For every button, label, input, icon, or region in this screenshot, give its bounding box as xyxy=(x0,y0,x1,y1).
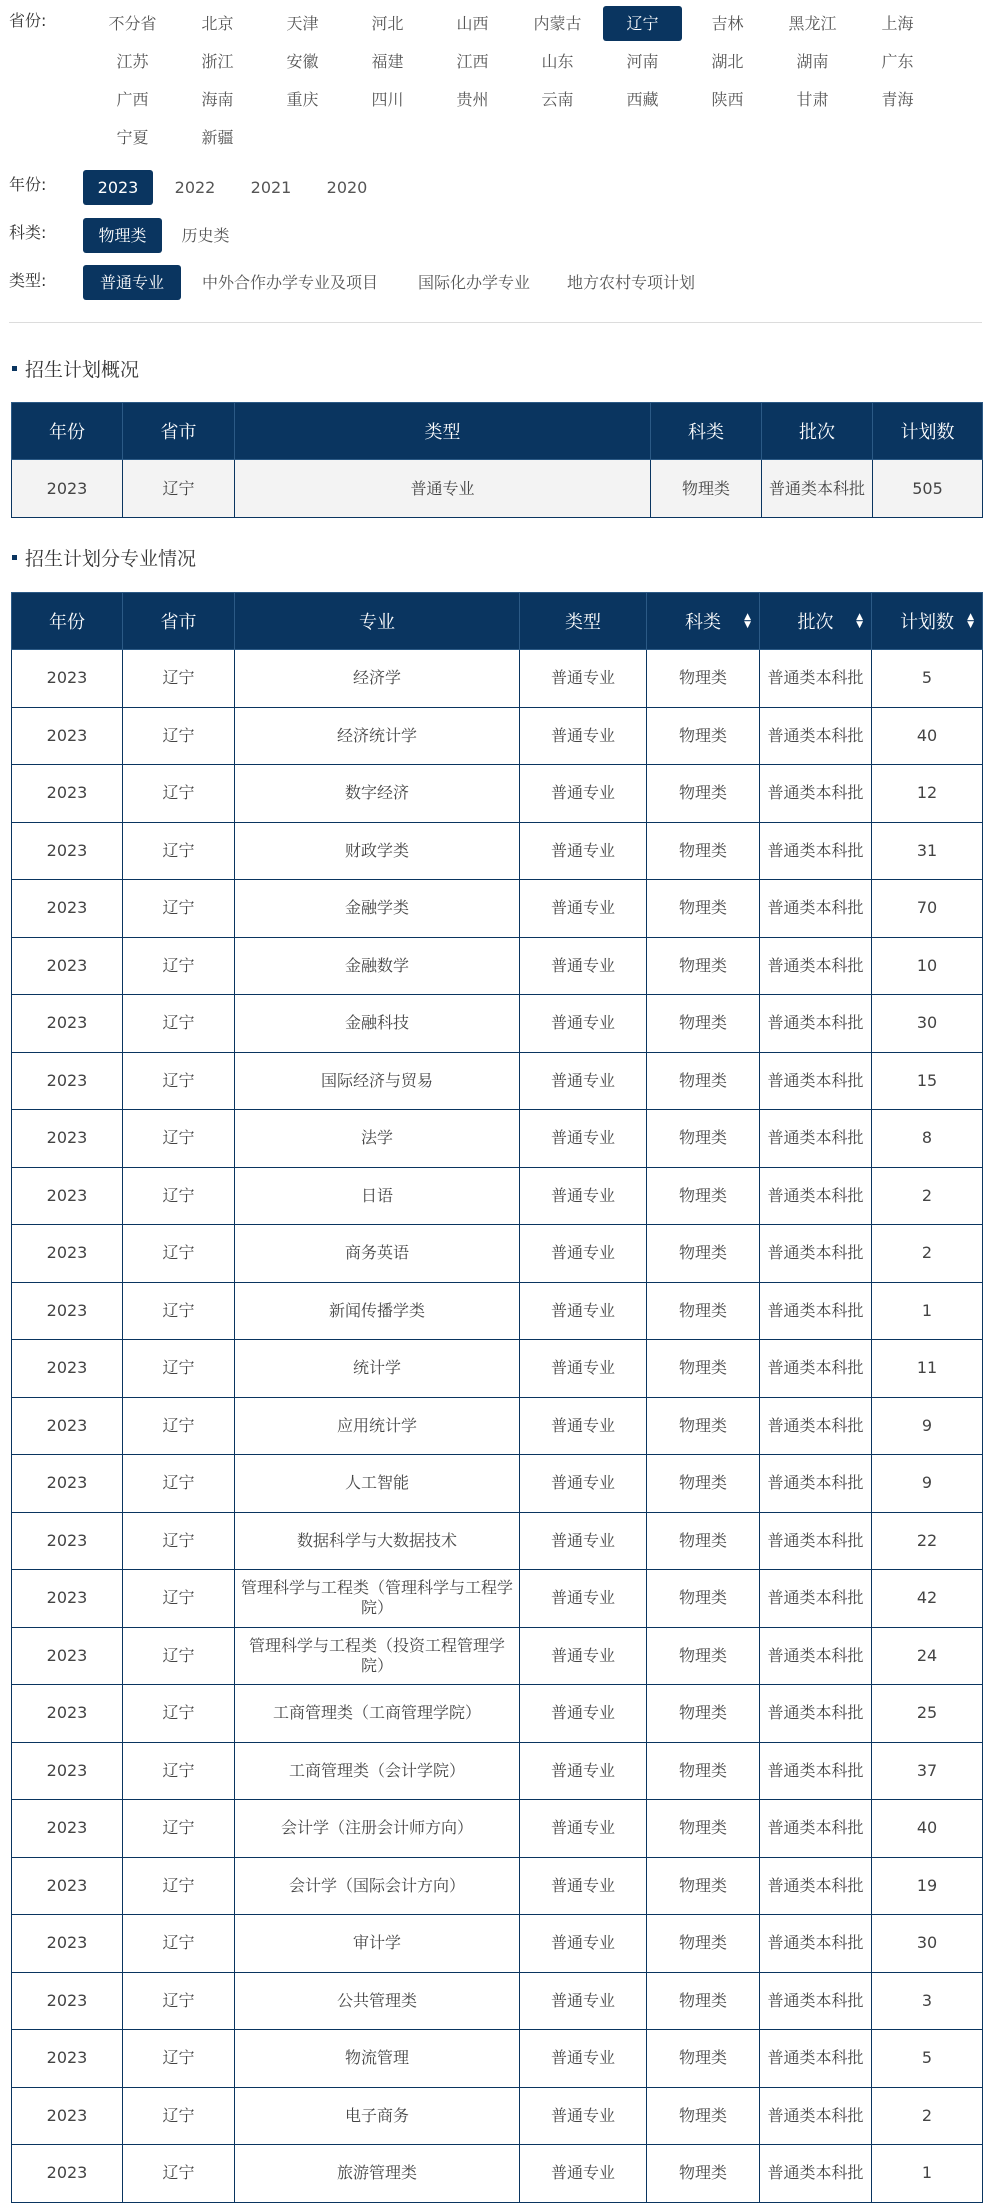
table-cell: 普通类本科批 xyxy=(760,1857,872,1915)
table-cell: 2023 xyxy=(12,2087,123,2145)
majors-header-6[interactable]: 计划数 ▲ ▼ xyxy=(872,593,983,650)
table-cell: 普通类本科批 xyxy=(760,1570,872,1628)
table-cell: 24 xyxy=(872,1627,983,1685)
province-option-18[interactable]: 湖南 xyxy=(796,52,829,71)
table-cell: 2023 xyxy=(12,650,123,708)
overview-header-2: 类型 xyxy=(235,403,651,460)
table-cell: 30 xyxy=(872,995,983,1053)
sort-icon[interactable]: ▲ ▼ xyxy=(744,612,751,630)
table-cell: 2023 xyxy=(12,1915,123,1973)
table-cell: 42 xyxy=(872,1570,983,1628)
table-cell: 普通类本科批 xyxy=(760,1915,872,1973)
province-option-1[interactable]: 北京 xyxy=(201,14,234,33)
table-cell: 物理类 xyxy=(647,1052,760,1110)
table-row xyxy=(12,937,983,995)
table-row xyxy=(12,822,983,880)
table-cell: 普通专业 xyxy=(520,1282,647,1340)
province-option-22[interactable]: 重庆 xyxy=(286,90,319,109)
table-cell: 2 xyxy=(872,2087,983,2145)
table-cell: 会计学（国际会计方向） xyxy=(235,1857,520,1915)
table-cell: 辽宁 xyxy=(123,1915,235,1973)
type-option-2[interactable]: 国际化办学专业 xyxy=(417,273,530,292)
table-cell: 辽宁 xyxy=(123,1340,235,1398)
table-cell: 2023 xyxy=(12,880,123,938)
table-cell: 普通类本科批 xyxy=(760,1052,872,1110)
table-cell: 辽宁 xyxy=(123,2087,235,2145)
table-cell: 物理类 xyxy=(647,1742,760,1800)
table-cell: 普通类本科批 xyxy=(760,1800,872,1858)
table-cell: 普通专业 xyxy=(520,1857,647,1915)
table-cell: 辽宁 xyxy=(123,765,235,823)
province-option-16[interactable]: 河南 xyxy=(626,52,659,71)
table-cell: 普通类本科批 xyxy=(760,2087,872,2145)
table-cell: 普通专业 xyxy=(520,1052,647,1110)
table-cell: 2023 xyxy=(12,1570,123,1628)
table-row xyxy=(12,1340,983,1398)
table-row xyxy=(12,1800,983,1858)
table-cell: 2023 xyxy=(12,460,123,518)
table-cell: 22 xyxy=(872,1512,983,1570)
table-cell: 2023 xyxy=(12,1800,123,1858)
table-cell: 普通专业 xyxy=(520,1800,647,1858)
table-cell: 管理科学与工程类（投资工程管理学院） xyxy=(235,1627,520,1685)
province-option-4[interactable]: 山西 xyxy=(456,14,489,33)
table-cell: 普通类本科批 xyxy=(760,2030,872,2088)
sort-icon[interactable]: ▲ ▼ xyxy=(967,612,974,630)
table-cell: 9 xyxy=(872,1455,983,1513)
table-cell: 法学 xyxy=(235,1110,520,1168)
table-row xyxy=(12,1167,983,1225)
table-cell: 工商管理类（会计学院） xyxy=(235,1742,520,1800)
majors-header-2: 专业 xyxy=(235,593,520,650)
type-option-0[interactable]: 普通专业 xyxy=(83,265,181,300)
sort-icon[interactable]: ▲ ▼ xyxy=(856,612,863,630)
table-cell: 普通类本科批 xyxy=(762,460,873,518)
table-cell: 普通专业 xyxy=(520,1167,647,1225)
table-cell: 2023 xyxy=(12,1627,123,1685)
type-option-1[interactable]: 中外合作办学专业及项目 xyxy=(201,273,378,292)
table-row xyxy=(12,765,983,823)
table-cell: 物理类 xyxy=(647,822,760,880)
table-cell: 10 xyxy=(872,937,983,995)
table-cell: 2023 xyxy=(12,707,123,765)
table-cell: 普通专业 xyxy=(520,822,647,880)
province-option-28[interactable]: 甘肃 xyxy=(796,90,829,109)
table-cell: 普通类本科批 xyxy=(760,1397,872,1455)
type-filter-label: 类型: xyxy=(9,271,47,290)
majors-header-0: 年份 xyxy=(12,593,123,650)
table-cell: 8 xyxy=(872,1110,983,1168)
table-cell: 经济学 xyxy=(235,650,520,708)
table-cell: 辽宁 xyxy=(123,707,235,765)
table-cell: 2023 xyxy=(12,1455,123,1513)
majors-header-5[interactable]: 批次 ▲ ▼ xyxy=(760,593,872,650)
table-row xyxy=(12,1972,983,2030)
table-cell: 2 xyxy=(872,1167,983,1225)
table-cell: 普通类本科批 xyxy=(760,1110,872,1168)
province-option-5[interactable]: 内蒙古 xyxy=(533,14,582,33)
province-option-29[interactable]: 青海 xyxy=(881,90,914,109)
table-cell: 5 xyxy=(872,2030,983,2088)
table-row xyxy=(12,1397,983,1455)
overview-table xyxy=(11,402,983,518)
table-cell: 物理类 xyxy=(647,1110,760,1168)
table-cell: 普通类本科批 xyxy=(760,1742,872,1800)
table-cell: 辽宁 xyxy=(123,650,235,708)
table-cell: 普通专业 xyxy=(520,1972,647,2030)
table-cell: 2023 xyxy=(12,1857,123,1915)
table-row xyxy=(12,1742,983,1800)
table-cell: 普通类本科批 xyxy=(760,822,872,880)
table-cell: 25 xyxy=(872,1685,983,1743)
table-cell: 物理类 xyxy=(647,1570,760,1628)
table-cell: 普通专业 xyxy=(520,1110,647,1168)
table-cell: 普通专业 xyxy=(520,1340,647,1398)
table-cell: 普通专业 xyxy=(520,2030,647,2088)
table-cell: 普通专业 xyxy=(520,1627,647,1685)
province-option-8[interactable]: 黑龙江 xyxy=(788,14,837,33)
province-option-6[interactable]: 辽宁 xyxy=(603,6,682,41)
province-option-11[interactable]: 浙江 xyxy=(201,52,234,71)
province-option-3[interactable]: 河北 xyxy=(371,14,404,33)
table-cell: 普通专业 xyxy=(235,460,651,518)
table-cell: 37 xyxy=(872,1742,983,1800)
table-cell: 物理类 xyxy=(647,650,760,708)
table-cell: 2023 xyxy=(12,2030,123,2088)
table-row xyxy=(12,1512,983,1570)
table-cell: 辽宁 xyxy=(123,460,235,518)
table-cell: 普通专业 xyxy=(520,1570,647,1628)
table-cell: 普通专业 xyxy=(520,880,647,938)
table-cell: 辽宁 xyxy=(123,1455,235,1513)
table-cell: 15 xyxy=(872,1052,983,1110)
table-cell: 普通类本科批 xyxy=(760,1512,872,1570)
year-option-3[interactable]: 2020 xyxy=(326,178,368,197)
table-row xyxy=(12,1857,983,1915)
table-cell: 普通专业 xyxy=(520,995,647,1053)
table-cell: 普通类本科批 xyxy=(760,937,872,995)
table-cell: 普通类本科批 xyxy=(760,1340,872,1398)
table-cell: 辽宁 xyxy=(123,1225,235,1283)
table-cell: 普通专业 xyxy=(520,1512,647,1570)
table-cell: 数据科学与大数据技术 xyxy=(235,1512,520,1570)
table-cell: 2023 xyxy=(12,822,123,880)
table-cell: 金融学类 xyxy=(235,880,520,938)
overview-header-3: 科类 xyxy=(651,403,762,460)
table-cell: 普通专业 xyxy=(520,707,647,765)
table-cell: 物理类 xyxy=(647,1800,760,1858)
table-cell: 普通专业 xyxy=(520,2087,647,2145)
table-cell: 2023 xyxy=(12,1512,123,1570)
table-cell: 辽宁 xyxy=(123,1570,235,1628)
table-cell: 物流管理 xyxy=(235,2030,520,2088)
table-cell: 辽宁 xyxy=(123,1397,235,1455)
table-cell: 物理类 xyxy=(647,1627,760,1685)
majors-table xyxy=(11,592,983,2203)
province-option-19[interactable]: 广东 xyxy=(881,52,914,71)
table-cell: 2023 xyxy=(12,937,123,995)
table-cell: 2023 xyxy=(12,1167,123,1225)
table-cell: 辽宁 xyxy=(123,880,235,938)
table-row xyxy=(12,2087,983,2145)
province-option-30[interactable]: 宁夏 xyxy=(116,128,149,147)
table-cell: 物理类 xyxy=(647,1282,760,1340)
table-cell: 辽宁 xyxy=(123,1742,235,1800)
table-cell: 普通专业 xyxy=(520,1225,647,1283)
province-option-12[interactable]: 安徽 xyxy=(286,52,319,71)
table-cell: 商务英语 xyxy=(235,1225,520,1283)
table-cell: 普通类本科批 xyxy=(760,1167,872,1225)
section-marker-icon xyxy=(12,366,17,371)
table-cell: 金融科技 xyxy=(235,995,520,1053)
table-cell: 金融数学 xyxy=(235,937,520,995)
table-row xyxy=(12,1455,983,1513)
province-option-20[interactable]: 广西 xyxy=(116,90,149,109)
table-cell: 辽宁 xyxy=(123,1282,235,1340)
table-cell: 物理类 xyxy=(647,1915,760,1973)
table-row xyxy=(12,707,983,765)
table-cell: 物理类 xyxy=(647,1455,760,1513)
table-cell: 2023 xyxy=(12,1110,123,1168)
table-row xyxy=(12,2145,983,2203)
table-cell: 普通类本科批 xyxy=(760,1685,872,1743)
table-cell: 普通专业 xyxy=(520,1742,647,1800)
table-cell: 新闻传播学类 xyxy=(235,1282,520,1340)
table-cell: 5 xyxy=(872,650,983,708)
table-cell: 人工智能 xyxy=(235,1455,520,1513)
section-marker-icon xyxy=(12,555,17,560)
table-cell: 物理类 xyxy=(647,2030,760,2088)
province-option-10[interactable]: 江苏 xyxy=(116,52,149,71)
table-row xyxy=(12,1627,983,1685)
table-cell: 审计学 xyxy=(235,1915,520,1973)
table-cell: 辽宁 xyxy=(123,1512,235,1570)
table-cell: 物理类 xyxy=(651,460,762,518)
table-row xyxy=(12,1685,983,1743)
table-row xyxy=(12,1282,983,1340)
majors-header-1: 省市 xyxy=(123,593,235,650)
table-cell: 19 xyxy=(872,1857,983,1915)
province-option-26[interactable]: 西藏 xyxy=(626,90,659,109)
table-cell: 普通类本科批 xyxy=(760,707,872,765)
overview-header-5: 计划数 xyxy=(873,403,983,460)
type-option-3[interactable]: 地方农村专项计划 xyxy=(566,273,695,292)
table-cell: 经济统计学 xyxy=(235,707,520,765)
table-cell: 普通类本科批 xyxy=(760,1627,872,1685)
table-cell: 2023 xyxy=(12,1972,123,2030)
province-option-31[interactable]: 新疆 xyxy=(201,128,234,147)
table-cell: 旅游管理类 xyxy=(235,2145,520,2203)
province-option-2[interactable]: 天津 xyxy=(286,14,319,33)
table-row xyxy=(12,995,983,1053)
table-cell: 物理类 xyxy=(647,995,760,1053)
table-cell: 日语 xyxy=(235,1167,520,1225)
table-cell: 辽宁 xyxy=(123,1857,235,1915)
table-cell: 物理类 xyxy=(647,937,760,995)
province-filter-label: 省份: xyxy=(9,11,47,30)
table-cell: 40 xyxy=(872,1800,983,1858)
province-option-7[interactable]: 吉林 xyxy=(711,14,744,33)
overview-header-4: 批次 xyxy=(762,403,873,460)
table-cell: 物理类 xyxy=(647,1225,760,1283)
province-option-25[interactable]: 云南 xyxy=(541,90,574,109)
table-row xyxy=(12,880,983,938)
table-cell: 1 xyxy=(872,2145,983,2203)
table-cell: 30 xyxy=(872,1915,983,1973)
table-cell: 普通专业 xyxy=(520,1397,647,1455)
province-option-27[interactable]: 陕西 xyxy=(711,90,744,109)
table-cell: 3 xyxy=(872,1972,983,2030)
year-option-2[interactable]: 2021 xyxy=(250,178,292,197)
subject-option-0[interactable]: 物理类 xyxy=(83,218,162,253)
table-row xyxy=(12,460,983,518)
overview-header-1: 省市 xyxy=(123,403,235,460)
majors-section-title: 招生计划分专业情况 xyxy=(12,546,196,572)
table-cell: 普通专业 xyxy=(520,1915,647,1973)
table-cell: 辽宁 xyxy=(123,1627,235,1685)
table-cell: 普通类本科批 xyxy=(760,765,872,823)
table-cell: 2023 xyxy=(12,2145,123,2203)
table-cell: 普通类本科批 xyxy=(760,880,872,938)
table-cell: 普通类本科批 xyxy=(760,650,872,708)
subject-filter-label: 科类: xyxy=(9,223,47,242)
table-row xyxy=(12,1915,983,1973)
table-cell: 物理类 xyxy=(647,1685,760,1743)
table-cell: 辽宁 xyxy=(123,1167,235,1225)
table-cell: 物理类 xyxy=(647,1972,760,2030)
table-cell: 会计学（注册会计师方向） xyxy=(235,1800,520,1858)
table-cell: 12 xyxy=(872,765,983,823)
table-cell: 统计学 xyxy=(235,1340,520,1398)
province-option-21[interactable]: 海南 xyxy=(201,90,234,109)
table-cell: 普通类本科批 xyxy=(760,2145,872,2203)
table-row xyxy=(12,1570,983,1628)
table-cell: 普通专业 xyxy=(520,2145,647,2203)
province-option-9[interactable]: 上海 xyxy=(881,14,914,33)
province-option-15[interactable]: 山东 xyxy=(541,52,574,71)
table-cell: 辽宁 xyxy=(123,2145,235,2203)
table-cell: 辽宁 xyxy=(123,1685,235,1743)
table-cell: 2023 xyxy=(12,1397,123,1455)
table-cell: 应用统计学 xyxy=(235,1397,520,1455)
table-row xyxy=(12,2030,983,2088)
table-cell: 普通专业 xyxy=(520,1455,647,1513)
year-filter-label: 年份: xyxy=(9,175,47,194)
filter-divider xyxy=(9,322,982,323)
table-cell: 电子商务 xyxy=(235,2087,520,2145)
province-option-24[interactable]: 贵州 xyxy=(456,90,489,109)
overview-section-title: 招生计划概况 xyxy=(12,357,139,383)
table-cell: 2023 xyxy=(12,1225,123,1283)
table-cell: 辽宁 xyxy=(123,1800,235,1858)
table-cell: 70 xyxy=(872,880,983,938)
table-cell: 2023 xyxy=(12,1742,123,1800)
table-cell: 公共管理类 xyxy=(235,1972,520,2030)
table-cell: 物理类 xyxy=(647,2145,760,2203)
table-cell: 普通专业 xyxy=(520,650,647,708)
year-option-0[interactable]: 2023 xyxy=(83,170,153,205)
province-option-23[interactable]: 四川 xyxy=(371,90,404,109)
table-cell: 辽宁 xyxy=(123,2030,235,2088)
table-cell: 1 xyxy=(872,1282,983,1340)
table-cell: 9 xyxy=(872,1397,983,1455)
table-cell: 505 xyxy=(873,460,983,518)
table-cell: 2 xyxy=(872,1225,983,1283)
province-option-13[interactable]: 福建 xyxy=(371,52,404,71)
table-cell: 财政学类 xyxy=(235,822,520,880)
table-cell: 管理科学与工程类（管理科学与工程学院） xyxy=(235,1570,520,1628)
table-cell: 普通专业 xyxy=(520,765,647,823)
table-cell: 2023 xyxy=(12,995,123,1053)
table-cell: 辽宁 xyxy=(123,995,235,1053)
table-cell: 物理类 xyxy=(647,1340,760,1398)
table-cell: 工商管理类（工商管理学院） xyxy=(235,1685,520,1743)
table-cell: 普通专业 xyxy=(520,937,647,995)
province-option-17[interactable]: 湖北 xyxy=(711,52,744,71)
table-cell: 2023 xyxy=(12,1685,123,1743)
table-cell: 辽宁 xyxy=(123,937,235,995)
table-cell: 物理类 xyxy=(647,2087,760,2145)
table-cell: 数字经济 xyxy=(235,765,520,823)
table-cell: 辽宁 xyxy=(123,822,235,880)
table-cell: 物理类 xyxy=(647,1167,760,1225)
table-cell: 国际经济与贸易 xyxy=(235,1052,520,1110)
table-cell: 11 xyxy=(872,1340,983,1398)
table-cell: 普通类本科批 xyxy=(760,1225,872,1283)
overview-header-0: 年份 xyxy=(12,403,123,460)
table-cell: 普通类本科批 xyxy=(760,995,872,1053)
majors-header-3: 类型 xyxy=(520,593,647,650)
table-row xyxy=(12,1052,983,1110)
table-cell: 物理类 xyxy=(647,880,760,938)
table-cell: 辽宁 xyxy=(123,1110,235,1168)
table-cell: 2023 xyxy=(12,765,123,823)
table-cell: 物理类 xyxy=(647,765,760,823)
table-cell: 物理类 xyxy=(647,1857,760,1915)
table-cell: 物理类 xyxy=(647,1512,760,1570)
table-cell: 2023 xyxy=(12,1282,123,1340)
table-row xyxy=(12,1225,983,1283)
table-cell: 辽宁 xyxy=(123,1972,235,2030)
table-cell: 2023 xyxy=(12,1052,123,1110)
province-option-14[interactable]: 江西 xyxy=(456,52,489,71)
subject-option-1[interactable]: 历史类 xyxy=(181,226,230,245)
majors-header-4[interactable]: 科类 ▲ ▼ xyxy=(647,593,760,650)
table-cell: 普通专业 xyxy=(520,1685,647,1743)
province-option-0[interactable]: 不分省 xyxy=(108,14,157,33)
table-row xyxy=(12,650,983,708)
table-cell: 普通类本科批 xyxy=(760,1282,872,1340)
table-cell: 物理类 xyxy=(647,1397,760,1455)
table-cell: 物理类 xyxy=(647,707,760,765)
year-option-1[interactable]: 2022 xyxy=(174,178,216,197)
table-cell: 普通类本科批 xyxy=(760,1455,872,1513)
table-cell: 40 xyxy=(872,707,983,765)
table-cell: 辽宁 xyxy=(123,1052,235,1110)
table-cell: 31 xyxy=(872,822,983,880)
table-row xyxy=(12,1110,983,1168)
table-cell: 普通类本科批 xyxy=(760,1972,872,2030)
table-cell: 2023 xyxy=(12,1340,123,1398)
